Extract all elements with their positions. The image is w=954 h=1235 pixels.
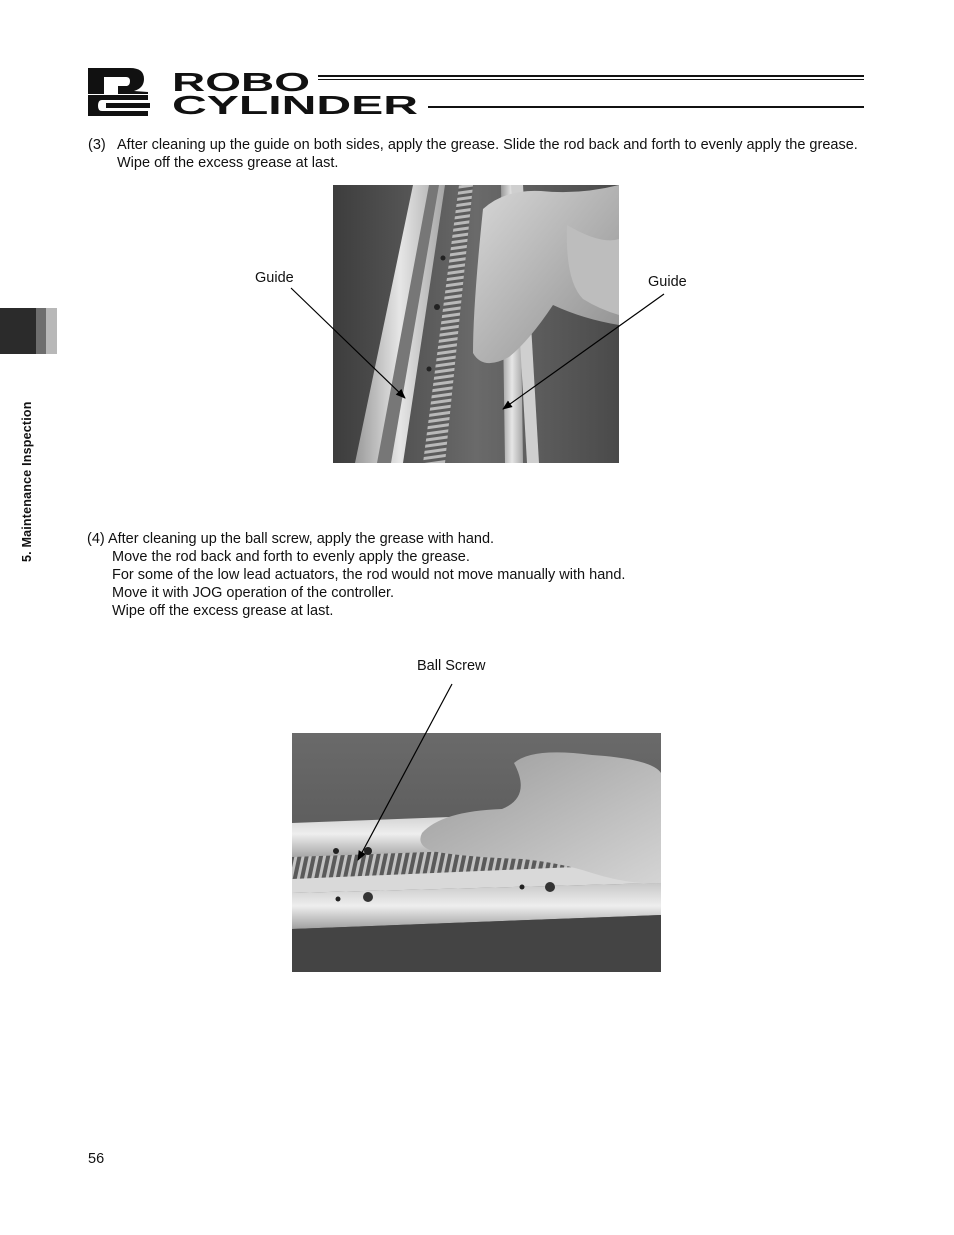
header-rule: [318, 79, 864, 80]
svg-text:CYLINDER: CYLINDER: [172, 90, 419, 118]
section-tab-marker: [36, 308, 46, 354]
step-4-line: Move the rod back and forth to evenly apply the grease.: [112, 549, 470, 565]
guide-right-label: Guide: [648, 274, 687, 290]
step-4: [87, 530, 787, 620]
step-3-number: (3): [88, 137, 106, 153]
section-tab-label: 5. Maintenance Inspection: [20, 401, 34, 562]
guide-left-label: Guide: [255, 270, 294, 286]
step-4-line: Move it with JOG operation of the controller.: [112, 585, 395, 601]
step-4-line: Wipe off the excess grease at last.: [112, 603, 334, 619]
header-rule: [428, 106, 864, 108]
section-tab-marker: [0, 308, 36, 354]
section-tab-marker: [46, 308, 57, 354]
step-4-line: For some of the low lead actuators, the rod would not move manually with hand.: [112, 567, 626, 583]
page-number: 56: [88, 1151, 105, 1167]
guide-photo: [333, 185, 619, 463]
rc-logo-mark: [88, 68, 150, 116]
ball-screw-photo: [292, 733, 661, 972]
step-3-text: After cleaning up the guide on both sides, apply the grease. Slide the rod back and forth to evenly apply the grease. Wipe off the excess grease at last.: [117, 137, 858, 171]
robo-cylinder-logo: [86, 66, 426, 118]
svg-text:ROBO: ROBO: [172, 67, 310, 97]
header-rule: [318, 75, 864, 77]
ball-screw-label: Ball Screw: [417, 658, 486, 674]
step-4-first-line: (4) After cleaning up the ball screw, apply the grease with hand.: [87, 531, 495, 547]
